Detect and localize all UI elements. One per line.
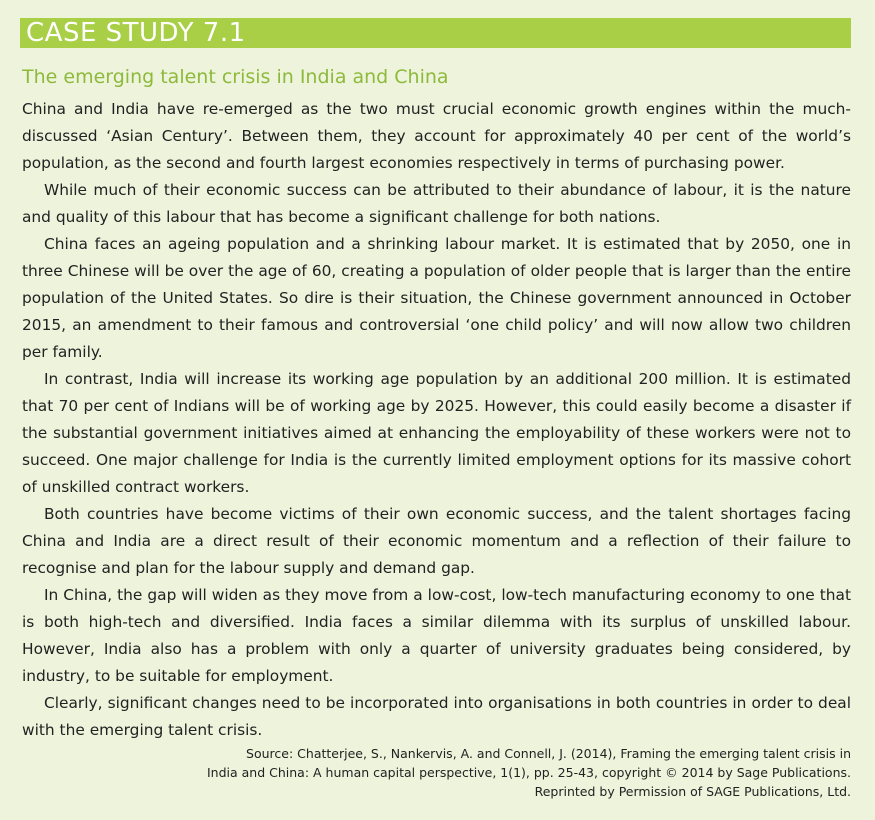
case-study-title: The emerging talent crisis in India and China — [22, 66, 449, 88]
paragraph-4: In contrast, India will increase its working age population by an additional 200 million. It is estimated that 70 per cent of Indians will be of working age by 2025. However, this could easily become a disaster if the substantial government initiatives aimed at enhancing the employability of these workers were not to succeed. One major challenge for India is the currently limited employment options for its massive cohort of unskilled contract workers. — [22, 370, 851, 496]
paragraph-3: China faces an ageing population and a shrinking labour market. It is estimated that by 2050, one in three Chinese will be over the age of 60, creating a population of older people that is larger than the entire population of the United States. So dire is their situation, the Chinese government announced in October 2015, an amendment to their famous and controversial ‘one child policy’ and will now allow two children per family. — [22, 235, 851, 361]
source-citation — [151, 744, 851, 801]
source-line-1: Source: Chatterjee, S., Nankervis, A. and Connell, J. (2014), Framing the emerging talent crisis in — [246, 746, 851, 761]
source-line-3: Reprinted by Permission of SAGE Publications, Ltd. — [534, 784, 851, 799]
case-study-body — [22, 96, 851, 744]
paragraph-6: In China, the gap will widen as they move from a low-cost, low-tech manufacturing economy to one that is both high-tech and diversified. India faces a similar dilemma with its surplus of unskilled labour. However, India also has a problem with only a quarter of university graduates being considered, by industry, to be suitable for employment. — [22, 586, 851, 685]
paragraph-5: Both countries have become victims of their own economic success, and the talent shortages facing China and India are a direct result of their economic momentum and a reflection of their failure to recognise and plan for the labour supply and demand gap. — [22, 505, 851, 577]
paragraph-2: While much of their economic success can be attributed to their abundance of labour, it is the nature and quality of this labour that has become a significant challenge for both nations. — [22, 181, 851, 226]
case-study-banner — [20, 18, 851, 48]
case-study-label: CASE STUDY 7.1 — [26, 18, 246, 48]
paragraph-7: Clearly, significant changes need to be incorporated into organisations in both countries in order to deal with the emerging talent crisis. — [22, 694, 851, 739]
source-line-2: India and China: A human capital perspective, 1(1), pp. 25-43, copyright © 2014 by Sage Publications. — [207, 765, 851, 780]
paragraph-1: China and India have re-emerged as the two must crucial economic growth engines within the much-discussed ‘Asian Century’. Between them, they account for approximately 40 per cent of the world’s population, as the second and fourth largest economies respectively in terms of purchasing power. — [22, 100, 851, 172]
